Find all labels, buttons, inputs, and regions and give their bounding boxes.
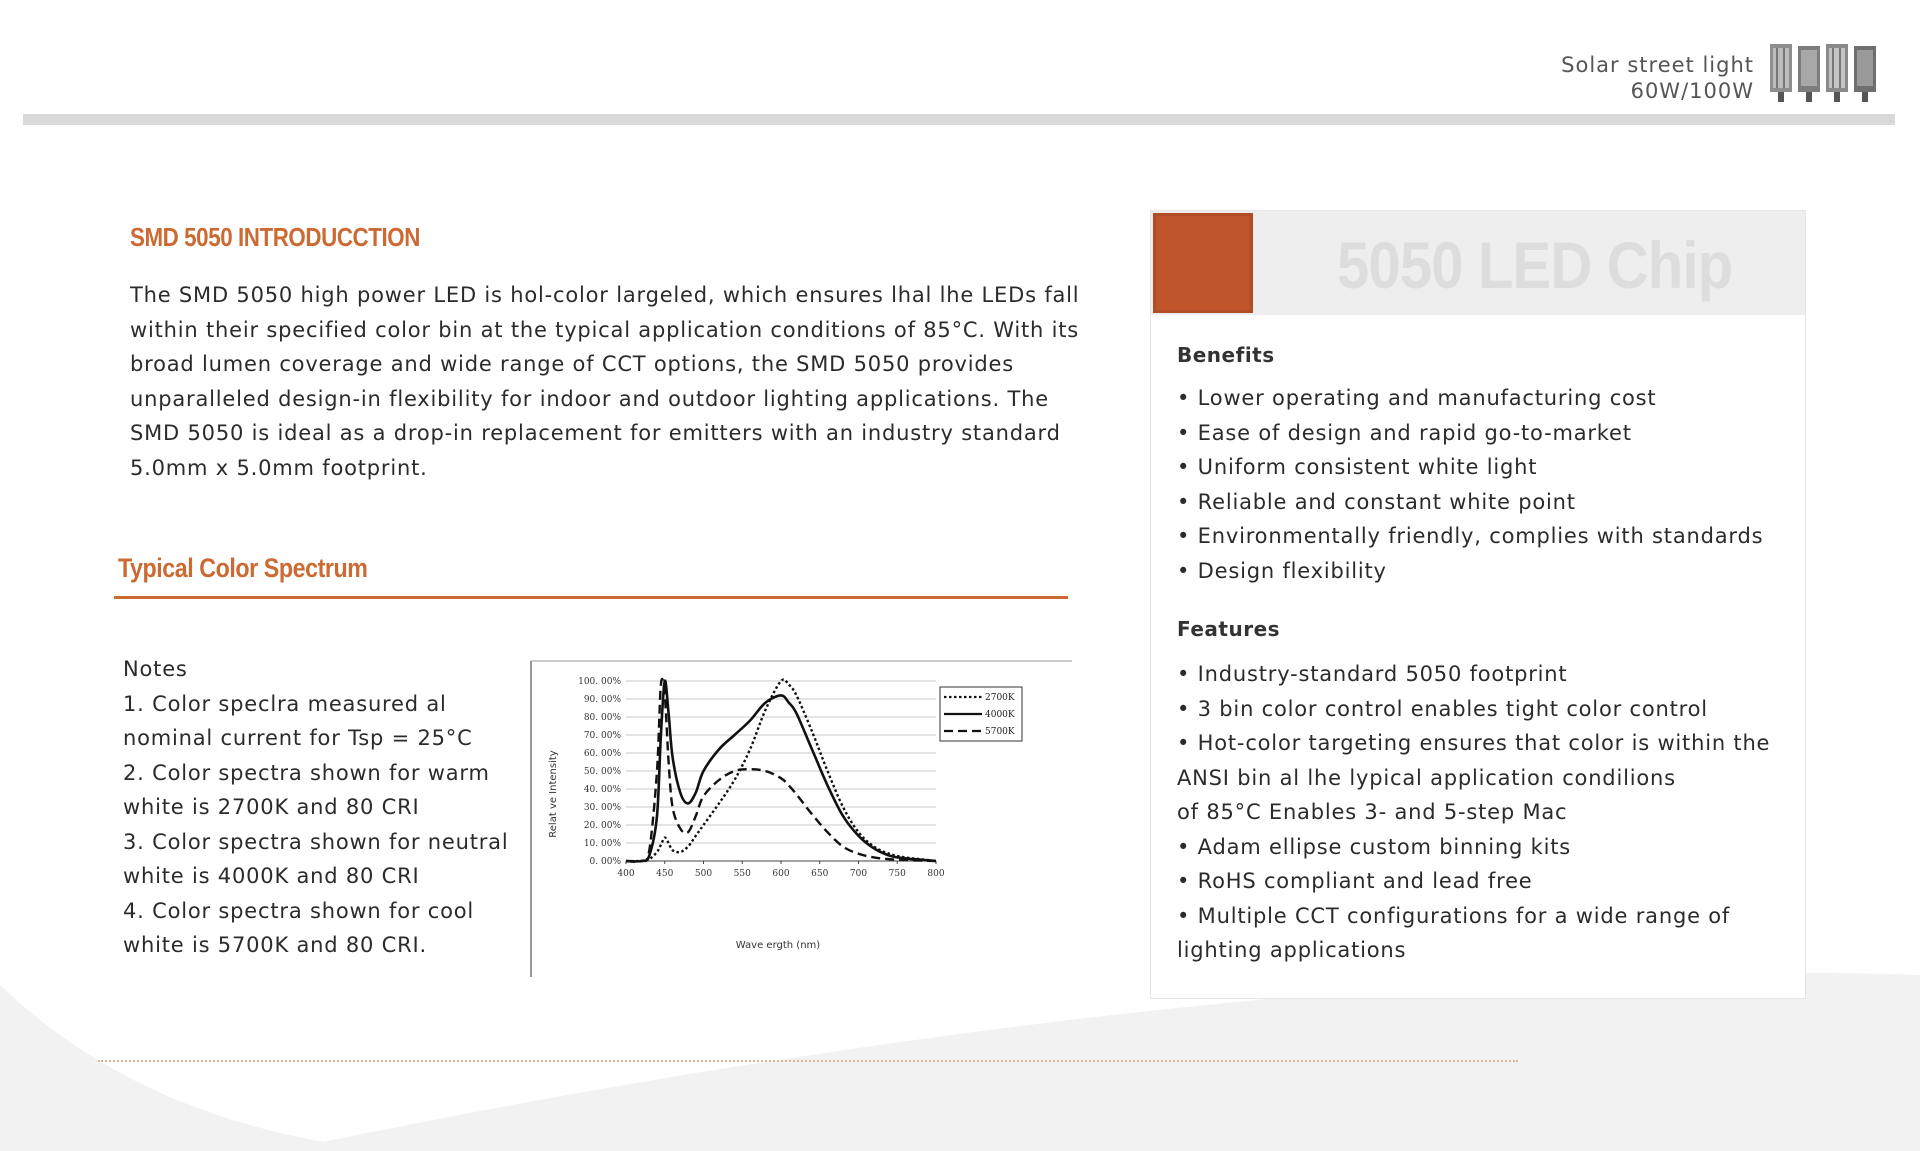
benefits-list [1177, 381, 1797, 588]
spectrum-chart [530, 659, 1072, 977]
note-line: 3. Color spectra shown for neutral [123, 829, 509, 854]
street-light-icon [1854, 46, 1876, 102]
benefit-item: • Lower operating and manufacturing cost [1177, 386, 1657, 410]
legend-label: 5700K [985, 727, 1015, 737]
note-line: white is 5700K and 80 CRI. [123, 933, 427, 957]
intro-line: within their specified color bin at the typical application conditions of 85°C. With its [130, 317, 1080, 342]
feature-item: • 3 bin color control enables tight color control [1177, 696, 1708, 721]
led-chip-panel [1150, 210, 1806, 999]
spectrum-notes [123, 652, 523, 963]
y-tick-label: 40. 00% [583, 785, 621, 795]
y-tick-label: 100. 00% [578, 677, 621, 687]
spectrum-chart-svg [530, 659, 1072, 977]
panel-title: 5050 LED Chip [1337, 228, 1733, 302]
x-tick-label: 650 [811, 869, 829, 879]
y-tick-label: 80. 00% [583, 713, 621, 723]
benefit-item: • Design flexibility [1177, 558, 1387, 583]
feature-item: • Multiple CCT configurations for a wide range of [1177, 903, 1731, 928]
legend-label: 4000K [985, 710, 1015, 720]
features-heading: Features [1177, 617, 1281, 641]
x-tick-label: 450 [656, 869, 674, 879]
chart-legend [940, 687, 1022, 741]
y-tick-label: 30. 00% [583, 803, 621, 813]
chip-color-swatch [1153, 213, 1253, 313]
benefit-item: • Reliable and constant white point [1177, 489, 1576, 514]
feature-item: lighting applications [1177, 938, 1407, 962]
product-title-line1: Solar street light [1561, 53, 1754, 77]
intro-line: SMD 5050 is ideal as a drop-in replacement for emitters with an industry standard [130, 421, 1061, 445]
product-title [1561, 52, 1754, 104]
x-tick-label: 550 [733, 869, 751, 879]
note-line: white is 4000K and 80 CRI [123, 864, 420, 888]
intro-line: The SMD 5050 high power LED is hol-color largeled, which ensures lhal lhe LEDs fall [130, 283, 1080, 307]
product-title-line2: 60W/100W [1630, 79, 1754, 103]
y-tick-label: 20. 00% [583, 821, 621, 831]
benefit-item: • Uniform consistent white light [1177, 455, 1538, 479]
street-light-icon [1798, 46, 1820, 102]
street-light-icon [1770, 44, 1792, 102]
spectrum-title: Typical Color Spectrum [118, 553, 368, 583]
y-axis-label: Relat ve Intensity [548, 750, 559, 838]
note-line: 1. Color speclra measured al [123, 691, 447, 716]
intro-line: unparalleled design-in flexibility for indoor and outdoor lighting applications. The [130, 386, 1049, 411]
note-line: 4. Color spectra shown for cool [123, 898, 475, 923]
feature-item: ANSI bin al lhe lypical application condilions [1177, 765, 1676, 790]
feature-item: of 85°C Enables 3- and 5-step Mac [1177, 800, 1568, 824]
y-tick-label: 10. 00% [583, 839, 621, 849]
y-tick-label: 0. 00% [589, 857, 621, 867]
y-tick-label: 90. 00% [583, 695, 621, 705]
dotted-divider [98, 1060, 1518, 1062]
series-line-2700k [626, 679, 936, 861]
benefits-heading: Benefits [1177, 343, 1275, 367]
note-line: Notes [123, 657, 188, 681]
x-tick-label: 500 [694, 869, 713, 879]
feature-item: • Hot-color targeting ensures that color is within the [1177, 731, 1771, 755]
intro-paragraph [130, 278, 1110, 485]
panel-header [1151, 211, 1805, 315]
spectrum-divider [114, 596, 1068, 599]
benefit-item: • Environmentally friendly, complies with standards [1177, 524, 1764, 548]
feature-item: • Adam ellipse custom binning kits [1177, 834, 1571, 859]
x-tick-label: 600 [772, 869, 790, 879]
street-light-icon [1826, 44, 1848, 102]
series-line-5700k [626, 679, 936, 862]
feature-item: • RoHS compliant and lead free [1177, 869, 1533, 893]
legend-label: 2700K [985, 693, 1015, 703]
header-divider [23, 114, 1895, 125]
y-tick-label: 70. 00% [583, 731, 621, 741]
y-tick-label: 60. 00% [583, 749, 621, 759]
y-tick-label: 50. 00% [583, 767, 621, 777]
x-tick-label: 700 [849, 869, 868, 879]
note-line: nominal current for Tsp = 25°C [123, 726, 473, 750]
note-line: white is 2700K and 80 CRI [123, 795, 420, 819]
street-light-icons [1770, 44, 1878, 106]
intro-line: broad lumen coverage and wide range of CCT options, the SMD 5050 provides [130, 352, 1014, 376]
x-tick-label: 400 [617, 869, 635, 879]
feature-item: • Industry-standard 5050 footprint [1177, 662, 1568, 686]
x-tick-label: 800 [927, 869, 945, 879]
intro-line: 5.0mm x 5.0mm footprint. [130, 455, 428, 480]
features-list [1177, 657, 1797, 968]
benefit-item: • Ease of design and rapid go-to-market [1177, 420, 1632, 445]
x-tick-label: 750 [888, 869, 906, 879]
intro-title: SMD 5050 INTRODUCCTION [130, 222, 420, 252]
note-line: 2. Color spectra shown for warm [123, 760, 490, 785]
x-axis-label: Wave ergth (nm) [735, 940, 821, 951]
